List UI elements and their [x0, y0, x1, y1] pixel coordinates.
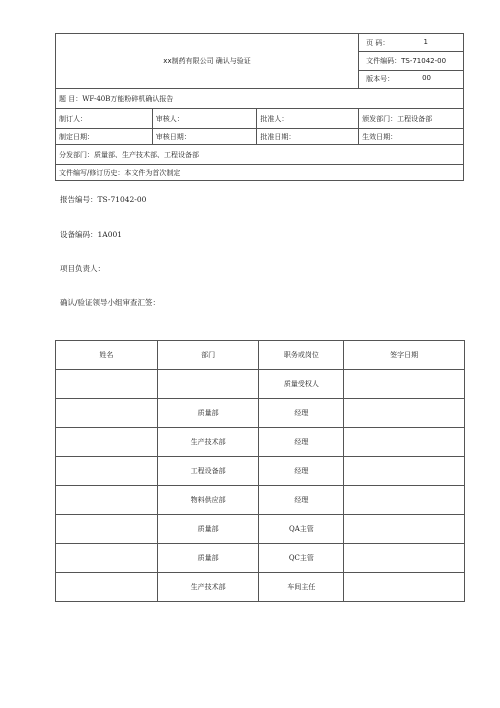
table-row	[56, 428, 465, 457]
table-cell	[56, 370, 158, 399]
sign-table-header-cell: 签字日期	[344, 341, 465, 370]
table-cell	[157, 370, 259, 399]
review-date-cell: 审核日期：	[152, 129, 257, 145]
table-row	[56, 457, 465, 486]
maker-cell: 制订人：	[56, 109, 153, 129]
sign-section-title: 确认/验证领导小组审查汇签：	[60, 298, 161, 307]
table-cell: QC主管	[259, 544, 344, 573]
table-cell: 经理	[259, 457, 344, 486]
document-number-value: TS-71042-00	[401, 56, 447, 65]
table-cell: 经理	[259, 399, 344, 428]
make-date-cell: 制定日期：	[56, 129, 153, 145]
approver-cell: 批准人：	[257, 109, 359, 129]
table-row	[56, 399, 465, 428]
table-cell: 经理	[259, 428, 344, 457]
subject-row: 题 目：WF-40B万能粉碎机确认报告	[56, 89, 464, 109]
page-number-value: 1	[423, 37, 428, 46]
effective-date-cell: 生效日期：	[359, 129, 464, 145]
issuing-dept-cell: 颁发部门：工程设备部	[359, 109, 464, 129]
sign-table-header-cell: 部门	[157, 341, 259, 370]
table-cell	[344, 428, 465, 457]
table-row	[56, 515, 465, 544]
table-cell	[344, 370, 465, 399]
table-cell: 工程设备部	[157, 457, 259, 486]
table-cell	[56, 428, 158, 457]
sign-table-header-cell: 职务或岗位	[259, 341, 344, 370]
sign-table-header-row	[56, 341, 465, 370]
device-number: 设备编码：1A001	[60, 230, 123, 239]
table-cell: 质量受权人	[259, 370, 344, 399]
sign-table	[55, 340, 465, 602]
company-title: xx制药有限公司 确认与验证	[56, 34, 359, 89]
sign-table-header-cell: 姓名	[56, 341, 158, 370]
table-row	[56, 544, 465, 573]
project-lead: 项目负责人：	[60, 264, 105, 273]
version-value: 00	[422, 74, 431, 83]
table-cell: 经理	[259, 486, 344, 515]
table-cell	[344, 457, 465, 486]
page-number-cell	[359, 34, 464, 52]
document-number-label: 文件编码：	[366, 56, 402, 65]
table-cell: 车间主任	[259, 573, 344, 602]
table-cell: 质量部	[157, 399, 259, 428]
table-cell	[344, 486, 465, 515]
table-cell: 质量部	[157, 544, 259, 573]
table-cell	[56, 486, 158, 515]
table-cell	[344, 515, 465, 544]
table-cell: 生产技术部	[157, 573, 259, 602]
document-number-cell	[359, 52, 464, 70]
table-cell	[56, 457, 158, 486]
table-cell	[344, 573, 465, 602]
table-row	[56, 370, 465, 399]
table-cell	[56, 399, 158, 428]
report-number: 报告编号：TS-71042-00	[60, 195, 147, 204]
page-number-label: 页 码：	[366, 38, 390, 47]
table-cell: 物料供应部	[157, 486, 259, 515]
table-cell	[344, 544, 465, 573]
reviewer-cell: 审核人：	[152, 109, 257, 129]
header-table	[55, 33, 464, 181]
table-row	[56, 573, 465, 602]
approve-date-cell: 批准日期：	[257, 129, 359, 145]
table-cell	[56, 515, 158, 544]
table-cell	[344, 399, 465, 428]
table-cell	[56, 573, 158, 602]
table-cell: QA主管	[259, 515, 344, 544]
table-cell	[56, 544, 158, 573]
version-cell	[359, 70, 464, 88]
table-row	[56, 486, 465, 515]
table-cell: 生产技术部	[157, 428, 259, 457]
table-cell: 质量部	[157, 515, 259, 544]
history-row: 文件编写/修订历史：本文件为首次制定	[56, 165, 464, 181]
distribution-row: 分发部门：质量部、生产技术部、工程设备部	[56, 145, 464, 165]
version-label: 版本号：	[366, 75, 395, 84]
